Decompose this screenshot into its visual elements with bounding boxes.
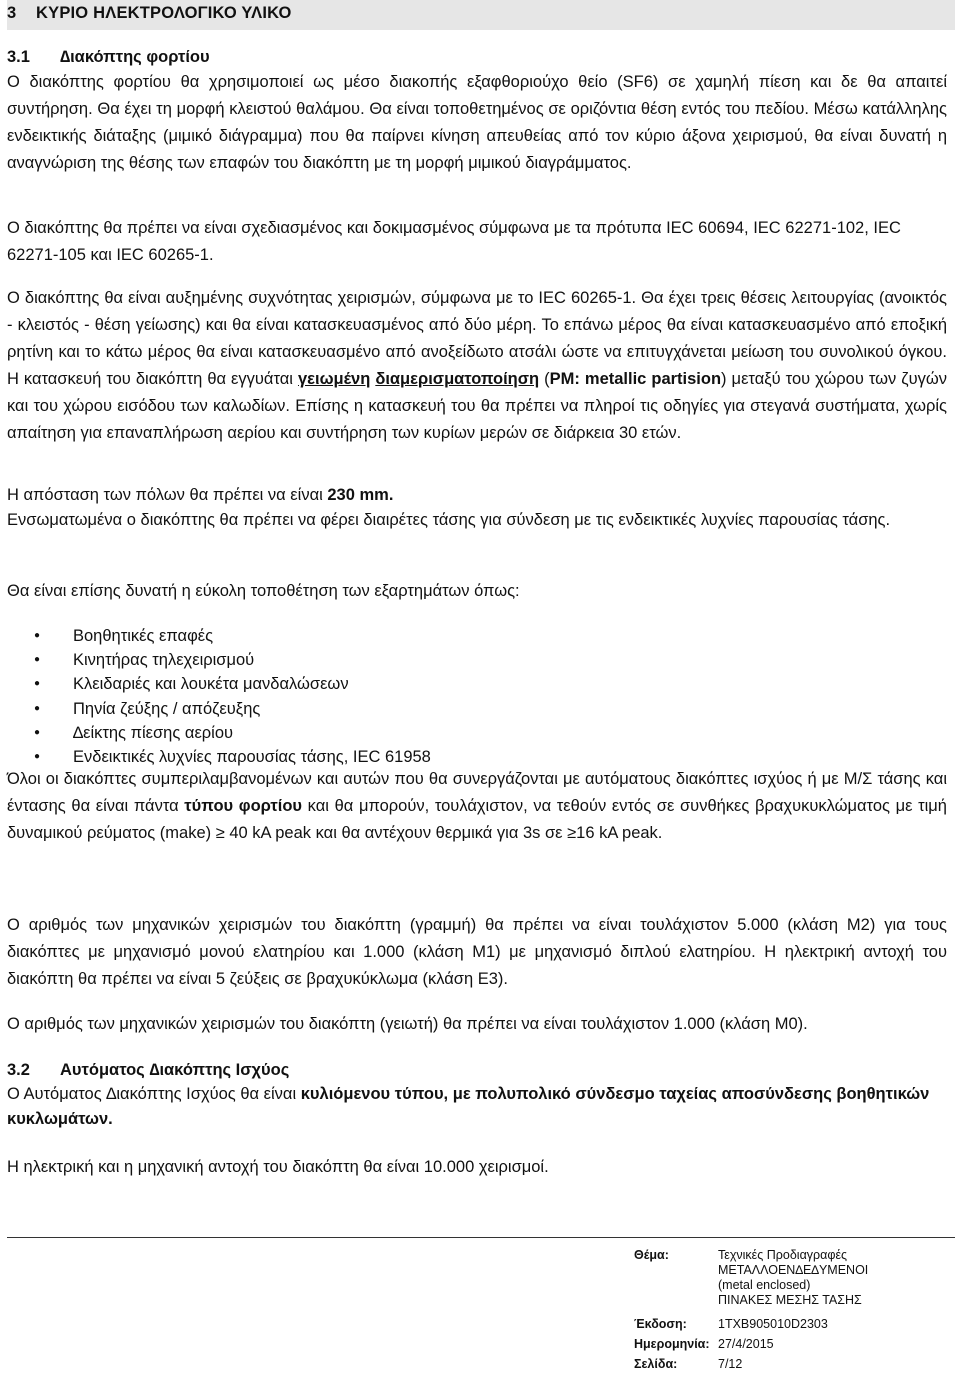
construction-text-end: ) μεταξύ του χώρου των ζυγών και του χώρου εισόδου των καλωδίων. Επίσης η κατασκευή του θα πρέπει να πληροί τις οδηγίες για στεγανά συστήματα, χωρίς απαίτηση για επαναπλήρωση αερίου και συντήρηση των κυρίων μερών σε διάρκεια 30 ετών. [7, 370, 947, 442]
load-type-text-2: και θα μπορούν, τουλάχιστον, να τεθούν εντός σε συνθήκες βραχυκυκλώματος με τιμή δυναμικού ρεύματος (make) [7, 797, 947, 842]
circuit-breaker-text: Ο Αυτόματος ∆ιακόπτης Ισχύος θα είναι [7, 1085, 301, 1103]
subsection-title: ∆ιακόπτης φορτίου [60, 48, 210, 66]
paren-open: ( [539, 370, 550, 388]
list-item: ● ∆είκτης πίεσης αερίου [7, 721, 707, 745]
subsection-number: 3.1 [7, 48, 30, 66]
topic-line: Τεχνικές Προδιαγραφές [718, 1248, 848, 1262]
pole-distance-text: Η απόσταση των πόλων θα πρέπει να είναι [7, 486, 328, 504]
load-type-emphasis: τύπου φορτίου [184, 797, 303, 815]
paragraph-accessories-intro: Θα είναι επίσης δυνατή η εύκολη τοποθέτηση των εξαρτημάτων όπως: [7, 582, 520, 600]
paragraph-construction [7, 285, 947, 447]
subsection-number: 3.2 [7, 1061, 30, 1079]
pole-distance-value: 230 mm. [327, 486, 394, 504]
footer [634, 1245, 954, 1377]
list-item: ● Κινητήρας τηλεχειρισμού [7, 648, 707, 672]
paragraph-standards: Ο διακόπτης θα πρέπει να είναι σχεδιασμένος και δοκιμασμένος σύμφωνα με τα πρότυπα IEC 60694, IEC 62271-102, IEC 62271-105 και IEC 60265-1. [7, 219, 901, 264]
date-value: 27/4/2015 [718, 1337, 774, 1351]
pm-emphasis: PM: metallic partision [549, 370, 722, 388]
footer-date-row [634, 1337, 954, 1357]
page-value: 7/12 [718, 1357, 743, 1371]
circuit-breaker-emphasis: κυλιόμενου τύπου, με πολυπολικό σύνδεσμο ταχείας αποσύνδεσης βοηθητικών κυκλωμάτων. [7, 1085, 930, 1129]
list-item: ● Κλειδαριές και λουκέτα μανδαλώσεων [7, 672, 707, 696]
construction-text: Ο διακόπτης θα είναι αυξημένης συχνότητας χειρισμών, σύμφωνα με το IEC 60265-1. Θα έχει τρεις θέσεις λειτουργίας (ανοικτός - κλειστός - θέση γείωσης) και θα είναι κατασκευασμένος από δύο μέρη. Το επάνω μέρος θα είναι κατασκευασμένο από εποξική ρητίνη και το κάτω μέρος θα είναι κατασκευασμένο από ανοξείδωτο ατσάλι ώστε να επιτυγχάνεται μείωση του συνολικού όγκου. Η κατασκευή του διακόπτη θα εγγυάται [7, 289, 947, 388]
paragraph-endurance: Η ηλεκτρική και η μηχανική αντοχή του διακόπτη θα είναι 10.000 χειρισμοί. [7, 1158, 549, 1176]
thermal-current: ≥16 kA peak. [567, 824, 663, 842]
section-number: 3 [7, 4, 17, 22]
edition-value: 1TXB905010D2303 [718, 1317, 828, 1331]
paragraph-voltage-dividers: Ενσωματωμένα ο διακόπτης θα πρέπει να φέρει διαιρέτες τάσης για σύνδεση με τις ενδεικτικές λυχνίες παρουσίας τάσης. [7, 511, 891, 529]
footer-divider [7, 1237, 955, 1238]
edition-label: Έκδοση: [634, 1317, 687, 1331]
footer-topic-row [634, 1245, 954, 1317]
list-item: ● Ενδεικτικές λυχνίες παρουσίας τάσης, IEC 61958 [7, 745, 707, 769]
page-label: Σελίδα: [634, 1357, 678, 1371]
paragraph-earthing-ops: Ο αριθμός των μηχανικών χειρισμών του διακόπτη (γειωτή) θα πρέπει να είναι τουλάχιστον 1.000 (κλάση Μ0). [7, 1015, 808, 1033]
paragraph-mechanical-ops: Ο αριθμός των μηχανικών χειρισμών του διακόπτη (γραμμή) θα πρέπει να είναι τουλάχιστον 5.000 (κλάση Μ2) για τους διακόπτες με μηχανισμό μονού ελατηρίου και 1.000 (κλάση Μ1) με μηχανισμό διπλού ελατηρίου. Η ηλεκτρική αντοχή του διακόπτη θα πρέπει να είναι 5 ζεύξεις σε βραχυκύκλωμα (κλάση Ε3). [7, 916, 947, 988]
accessories-list [7, 624, 707, 769]
list-item: ● Βοηθητικές επαφές [7, 624, 707, 648]
date-label: Ημερομηνία: [634, 1337, 710, 1351]
subsection-title: Αυτόματος ∆ιακόπτης Ισχύος [60, 1061, 290, 1079]
paragraph-sf6: Ο διακόπτης φορτίου θα χρησιμοποιεί ως μέσο διακοπής εξαφθοριούχο θείο (SF6) σε χαμηλή πίεση και δε θα απαιτεί συντήρηση. Θα έχει τη μορφή κλειστού θαλάμου. Θα είναι τοποθετημένος σε οριζόντια θέση εντός του πεδίου. Μέσω κατάλληλης ενδεικτικής διάταξης (μιμικό διάγραμμα) που θα παίρνει κίνηση απευθείας από τον κύριο άξονα χειρισμού, θα είναι δυνατή η αναγνώριση της θέσης των επαφών του διακόπτη με τη μορφή μιμικού διαγράμματος. [7, 73, 947, 172]
topic-line: ΠΙΝΑΚΕΣ ΜΕΣΗΣ ΤΑΣΗΣ [718, 1293, 862, 1307]
footer-edition-row [634, 1317, 954, 1337]
grounded-emphasis: γειωμένη [297, 370, 371, 388]
compartmentalization-emphasis: διαμερισματοποίηση [375, 370, 540, 388]
section-title: ΚΥΡΙΟ ΗΛΕΚΤΡΟΛΟΓΙΚΟ ΥΛΙΚΟ [36, 4, 292, 22]
topic-line: ΜΕΤΑΛΛΟΕΝ∆Ε∆ΥΜΕΝΟΙ [718, 1263, 869, 1277]
paragraph-circuit-breaker [7, 1082, 947, 1132]
make-current: ≥ 40 kA peak και θα αντέχουν θερμικά για 3s σε [215, 824, 568, 842]
paragraph-load-type [7, 766, 947, 847]
topic-line: (metal enclosed) [718, 1278, 811, 1292]
paragraph-pole-distance [7, 482, 947, 509]
load-type-text: Όλοι οι διακόπτες συμπεριλαμβανομένων και αυτών που θα συνεργάζονται με αυτόματους διακόπτες ισχύος ή με Μ/Σ τάσης και έντασης θα είναι πάντα [7, 770, 947, 815]
topic-label: Θέμα: [634, 1248, 669, 1262]
section-heading [7, 0, 955, 30]
footer-page-row [634, 1357, 954, 1377]
list-item: ● Πηνία ζεύξης / απόζευξης [7, 697, 707, 721]
topic-value [718, 1248, 868, 1308]
